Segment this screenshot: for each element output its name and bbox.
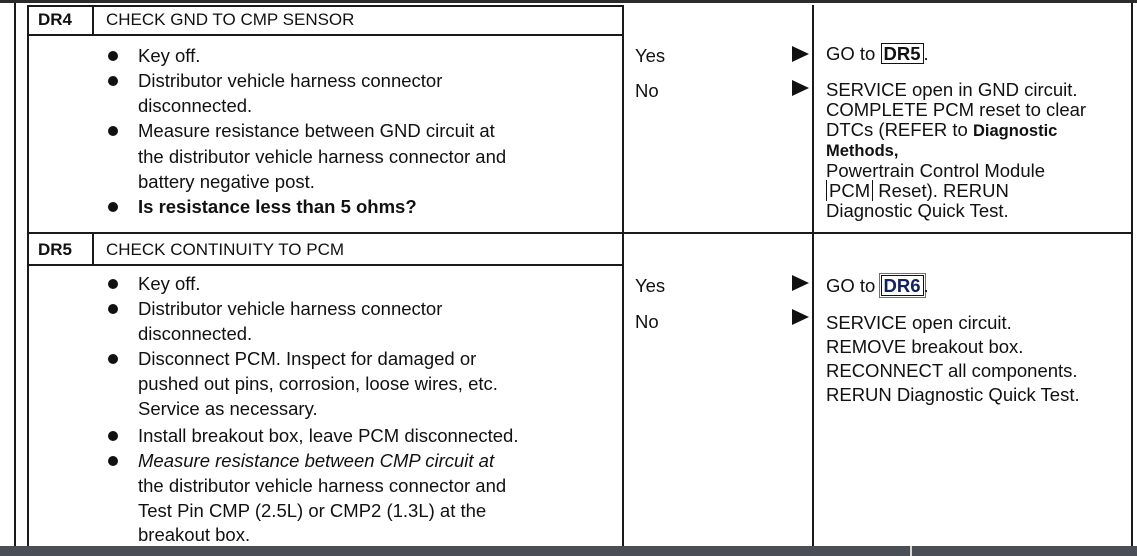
dr5-step-title: CHECK CONTINUITY TO PCM	[106, 240, 345, 259]
top-border	[0, 0, 1137, 3]
right-triangle-arrow-icon	[792, 275, 809, 291]
dr4-yes-label: Yes	[635, 45, 666, 66]
bullet-icon	[108, 126, 118, 136]
dr4-step-title: CHECK GND TO CMP SENSOR	[106, 10, 355, 29]
table-right-border	[1131, 3, 1133, 546]
dr5-no-label: No	[635, 311, 659, 332]
bullet-icon	[108, 51, 118, 61]
bullet-icon	[108, 354, 118, 364]
dr5-step-id: DR5	[38, 240, 73, 259]
step-separator	[27, 232, 1133, 234]
dr5-header-bottom	[27, 264, 623, 266]
right-triangle-arrow-icon	[792, 80, 809, 96]
test-column-divider	[622, 5, 624, 546]
viewer-bottom-bar-divider	[910, 546, 912, 556]
dr5-yes-action: GO to DR6 .	[826, 275, 929, 296]
dr5-no-action: SERVICE open circuit. REMOVE breakout box. RECONNECT all components. RERUN Diagnostic Quick Test.	[826, 312, 1080, 405]
bullet-icon	[108, 431, 118, 441]
right-triangle-arrow-icon	[792, 309, 809, 325]
bullet-icon	[108, 304, 118, 314]
bullet-icon	[108, 279, 118, 289]
bullet-icon	[108, 76, 118, 86]
dr4-yes-action: GO to DR5 .	[826, 43, 929, 64]
dr6-reference-link[interactable]: DR6	[881, 275, 924, 296]
left-margin-line	[14, 3, 16, 546]
dr4-id-divider	[92, 5, 94, 35]
dr5-yes-label: Yes	[635, 275, 666, 296]
dr5-reference-link[interactable]: DR5	[881, 43, 924, 64]
bullet-icon	[108, 202, 118, 212]
dr5-id-divider	[92, 232, 94, 264]
action-column-divider	[812, 5, 814, 546]
dr4-no-label: No	[635, 80, 659, 101]
bullet-icon	[108, 456, 118, 466]
right-triangle-arrow-icon	[792, 46, 809, 62]
dr4-step-id: DR4	[38, 10, 73, 29]
dr4-header-top	[27, 5, 623, 7]
table-left-border	[27, 5, 29, 546]
dr4-no-action: SERVICE open in GND circuit. COMPLETE PCM reset to clear DTCs (REFER to Diagnostic Methods, Powertrain Control Module PCM Reset). RERUN Diagnostic Quick Test.	[826, 79, 1087, 221]
dr4-header-bottom	[27, 34, 623, 36]
viewer-bottom-bar	[0, 546, 1137, 556]
